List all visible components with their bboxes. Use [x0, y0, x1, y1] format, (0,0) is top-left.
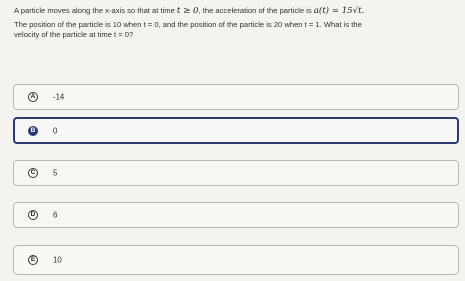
choice-e[interactable] [13, 245, 459, 275]
choice-b[interactable] [13, 117, 459, 144]
question-line-1-start: A particle moves along the x-axis so that at time [14, 6, 177, 15]
question-line-2-text: The position of the particle is 10 when t = 0, and the position of the particle is 20 when t = 1. What is the [14, 19, 362, 29]
question-line-1 [14, 6, 460, 17]
choice-c-letter-badge: C [28, 168, 38, 178]
choice-b-letter-badge: B [28, 126, 38, 136]
time-condition: t ≥ 0 [176, 6, 199, 16]
choice-e-letter-badge: E [28, 255, 38, 265]
acceleration-formula: a(t) = 15√t. [313, 6, 365, 16]
choice-c[interactable] [13, 160, 459, 186]
choice-a-letter-badge: A [28, 92, 38, 102]
question-line-1-middle: , the acceleration of the particle is [198, 6, 314, 15]
choice-a[interactable] [13, 84, 459, 110]
choice-a-value: -14 [53, 92, 65, 102]
choice-d[interactable] [13, 202, 459, 228]
question-line-2 [14, 20, 460, 31]
question-text [14, 6, 460, 44]
choice-e-value: 10 [53, 255, 62, 265]
choice-c-value: 5 [53, 168, 58, 178]
question-line-3-text: velocity of the particle at time t = 0? [14, 30, 134, 39]
choice-b-value: 0 [53, 126, 58, 135]
question-line-3 [14, 30, 460, 41]
choice-d-value: 6 [53, 210, 58, 220]
choice-d-letter-badge: D [28, 210, 38, 220]
